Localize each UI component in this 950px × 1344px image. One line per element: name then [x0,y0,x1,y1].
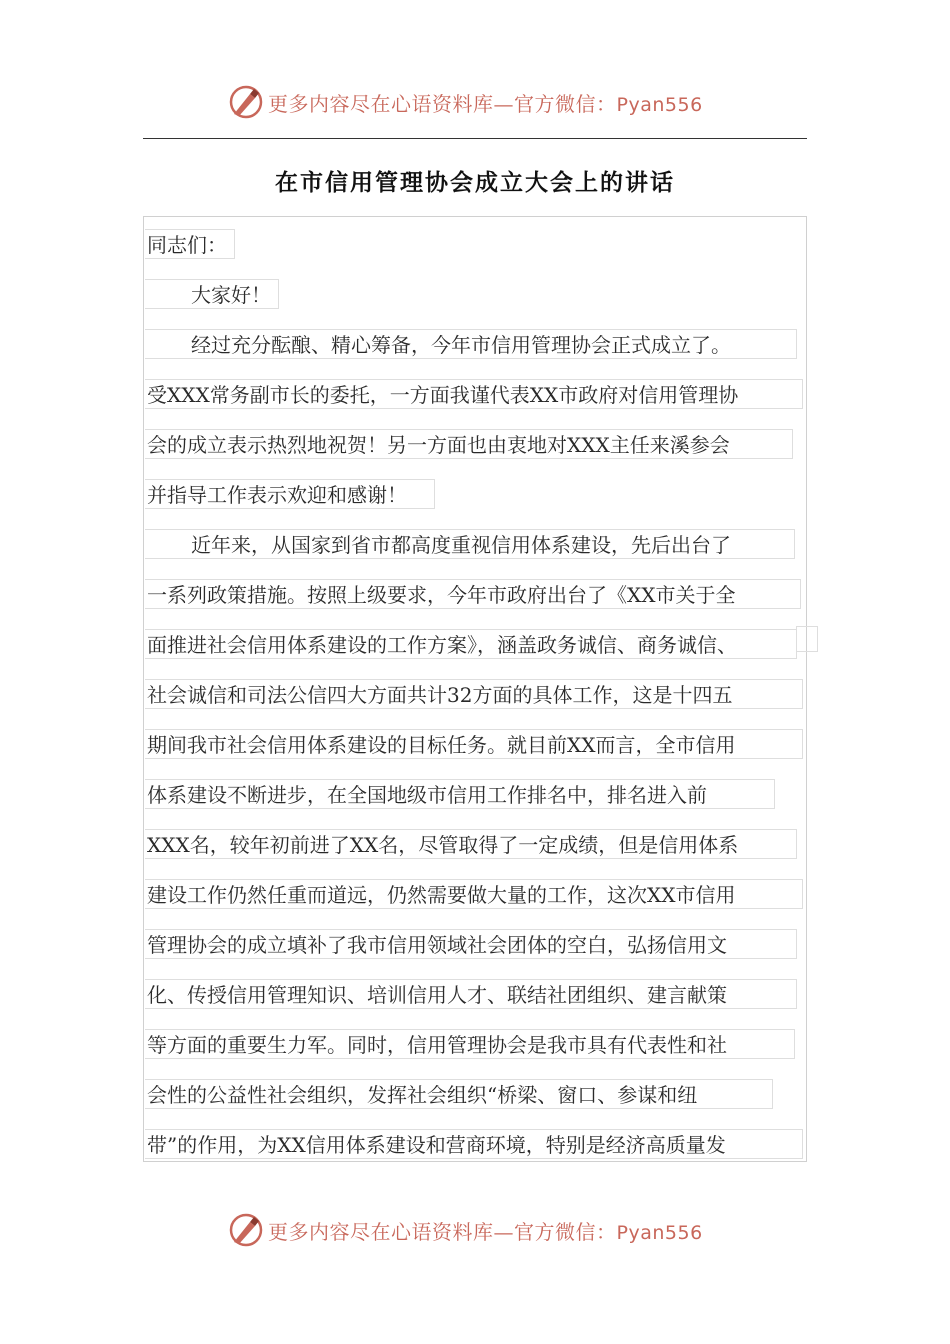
banner-site: 更多内容尽在心语资料库 [268,91,494,116]
pen-logo-icon [228,1212,264,1248]
text-line: 建设工作仍然任重而道远，仍然需要做大量的工作，这次XX市信用 [145,879,803,909]
banner-text [268,1216,703,1245]
text-line: 经过充分酝酿、精心筹备，今年市信用管理协会正式成立了。 [145,329,797,359]
text-line: 社会诚信和司法公信四大方面共计32方面的具体工作，这是十四五 [145,679,803,709]
text-line: 一系列政策措施。按照上级要求，今年市政府出台了《XX市关于全 [145,579,801,609]
banner-dash: — [493,91,514,116]
text-line: 受XXX常务副市长的委托，一方面我谨代表XX市政府对信用管理协 [145,379,803,409]
text-line: 等方面的重要生力军。同时，信用管理协会是我市具有代表性和社 [145,1029,795,1059]
text-line: 管理协会的成立填补了我市信用领域社会团体的空白，弘扬信用文 [145,929,797,959]
header-banner [0,80,950,124]
pen-logo-icon [228,84,264,120]
text-line: 会性的公益性社会组织，发挥社会组织“桥梁、窗口、参谋和纽 [145,1079,773,1109]
banner-wechat: Pyan556 [616,93,703,116]
banner-wechat: Pyan556 [616,1221,703,1244]
banner-text [268,88,703,117]
header-rule [143,138,807,139]
text-line: 带”的作用，为XX信用体系建设和营商环境，特别是经济高质量发 [145,1129,803,1159]
text-line: 期间我市社会信用体系建设的目标任务。就目前XX而言，全市信用 [145,729,803,759]
banner-group [228,1212,703,1248]
banner-dash: — [493,1219,514,1244]
banner-label: 官方微信： [514,91,617,116]
document-title: 在市信用管理协会成立大会上的讲话 [275,170,675,196]
text-line: 大家好！ [145,279,279,309]
banner-group [228,84,703,120]
text-line: XXX名，较年初前进了XX名，尽管取得了一定成绩，但是信用体系 [145,829,797,859]
text-line: 体系建设不断进步，在全国地级市信用工作排名中，排名进入前 [145,779,775,809]
text-line: 化、传授信用管理知识、培训信用人才、联结社团组织、建言献策 [145,979,797,1009]
banner-site: 更多内容尽在心语资料库 [268,1219,494,1244]
banner-label: 官方微信： [514,1219,617,1244]
footer-banner [0,1208,950,1252]
text-line: 近年来，从国家到省市都高度重视信用体系建设，先后出台了 [145,529,795,559]
text-line: 面推进社会信用体系建设的工作方案》，涵盖政务诚信、商务诚信、 [145,629,797,659]
overflow-marker [796,626,818,652]
text-line: 并指导工作表示欢迎和感谢！ [145,479,435,509]
text-line: 同志们： [145,229,235,259]
text-line: 会的成立表示热烈地祝贺！另一方面也由衷地对XXX主任来溪参会 [145,429,793,459]
